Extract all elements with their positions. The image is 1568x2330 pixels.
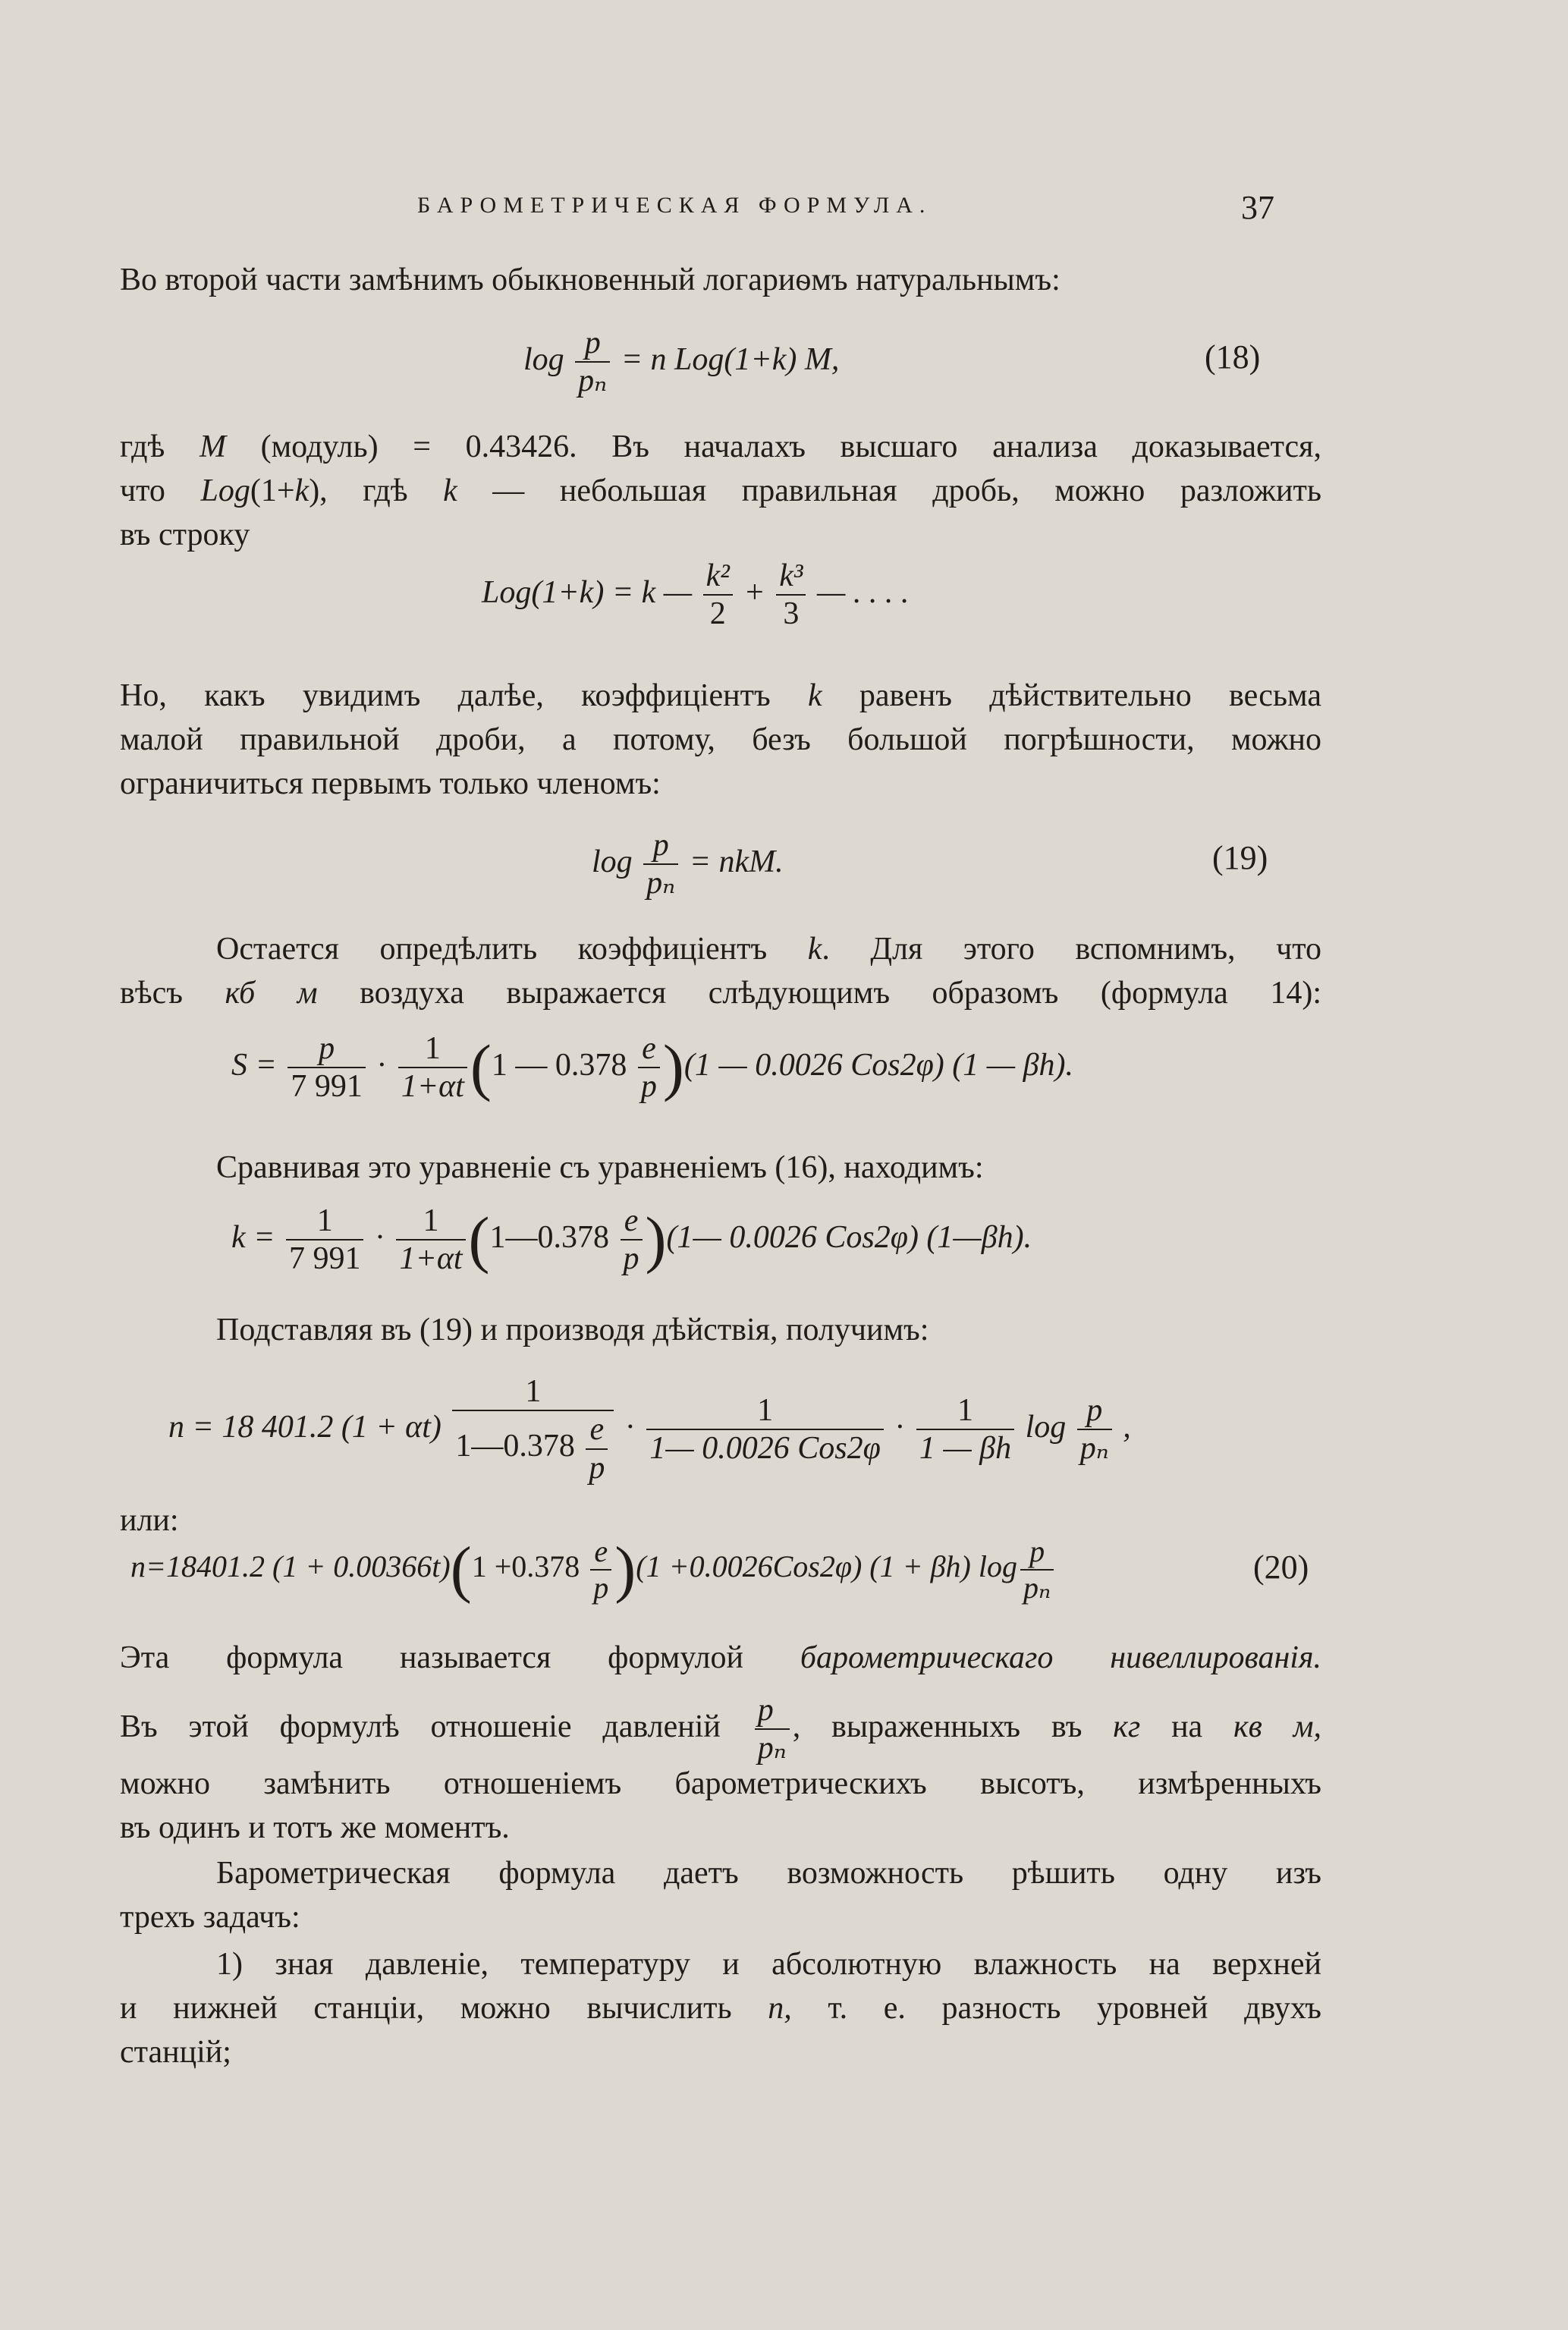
formula-k: k = $\frac{1}{7 991}$ · $\frac{1}{1+\alpha t}$ (1—0.378 $\frac{e}{p}$ )(1— 0.0026 Cos2φ) (1—βh).	[231, 1203, 1032, 1277]
page-number: 37	[1241, 189, 1274, 226]
text-line: Въ этой формулѣ отношеніе давленій $\frac{p}{\text{pₙ}}$ , выраженныхъ въ кг на кв м,	[120, 1693, 1322, 1766]
running-title: БАРОМЕТРИЧЕСКАЯ ФОРМУЛА.	[417, 193, 932, 218]
text-line: Сравнивая это уравненіе съ уравненіемъ (16), находимъ:	[216, 1150, 984, 1185]
text-line: 1) зная давленіе, температуру и абсолютную влажность на верхней	[216, 1947, 1321, 1982]
equation-number-20: (20)	[1253, 1549, 1309, 1586]
text-line: гдѣ M (модуль) = 0.43426. Въ началахъ высшаго анализа доказывается,	[120, 429, 1321, 464]
text-line: станцій;	[120, 2035, 231, 2070]
equation-number-18: (18)	[1205, 338, 1261, 376]
text-line: Подставляя въ (19) и производя дѣйствія, получимъ:	[216, 1313, 929, 1347]
text-line: Эта формула называется формулой барометрическаго нивеллированія.	[120, 1640, 1321, 1675]
equation-number-19: (19)	[1212, 839, 1268, 876]
text-line: въ строку	[120, 517, 250, 552]
text-line: трехъ задачъ:	[120, 1900, 300, 1935]
text-line: въ одинъ и тотъ же моментъ.	[120, 1810, 510, 1845]
text-line: Остается опредѣлить коэффиціентъ k. Для этого вспомнимъ, что	[216, 932, 1321, 967]
text-line: ограничиться первымъ только членомъ:	[120, 766, 661, 801]
formula-19: log $\frac{p}{\text{pₙ}}$ = nkM.	[592, 828, 784, 901]
text-line: Но, какъ увидимъ далѣе, коэффиціентъ k равенъ дѣйствительно весьма	[120, 678, 1321, 713]
text-line: малой правильной дроби, а потому, безъ большой погрѣшности, можно	[120, 722, 1321, 757]
page-header	[114, 188, 1274, 234]
formula-log-series: Log(1+k) = k — $\frac{\text{k²}}{2}$ + $\frac{\text{k³}}{3}$ — . . . .	[482, 558, 910, 632]
text-line: и нижней станціи, можно вычислить n, т. е. разность уровней двухъ	[120, 1991, 1321, 2026]
text-line: или:	[120, 1503, 179, 1538]
formula-20: n=18401.2 (1 + 0.00366t)(1 +0.378 $\frac{e}{p}$ )(1 +0.0026Cos2φ) (1 + βh) log $\frac{p}{\text{pₙ}}$	[130, 1534, 1057, 1605]
formula-weight: S = $\frac{p}{7 991}$ · $\frac{1}{1+\alpha t}$ (1 — 0.378 $\frac{e}{p}$ )(1 — 0.0026 Cos2φ) (1 — βh).	[231, 1031, 1074, 1105]
formula-n: n = 18 401.2 (1 + αt) 1 1—0.378 $\frac{e}{p}$ · $\frac{1}{\text{1— 0.0026 Cos2φ}}$ · $\frac{1}{1 — \beta h}$ log $\frac{p}{\text{pₙ}}$ ,	[168, 1374, 1131, 1486]
text-line: Во второй части замѣнимъ обыкновенный логариѳмъ натуральнымъ:	[120, 263, 1061, 297]
formula-18: log $\frac{p}{\text{pₙ}}$ = n Log(1+k) M,	[523, 325, 840, 399]
text-line: что Log(1+k), гдѣ k — небольшая правильная дробь, можно разложить	[120, 473, 1321, 508]
text-line: можно замѣнить отношеніемъ барометрическихъ высотъ, измѣренныхъ	[120, 1766, 1321, 1801]
text-line: Барометрическая формула даетъ возможность рѣшить одну изъ	[216, 1856, 1321, 1891]
text-line: вѣсъ кб м воздуха выражается слѣдующимъ образомъ (формула 14):	[120, 976, 1321, 1011]
